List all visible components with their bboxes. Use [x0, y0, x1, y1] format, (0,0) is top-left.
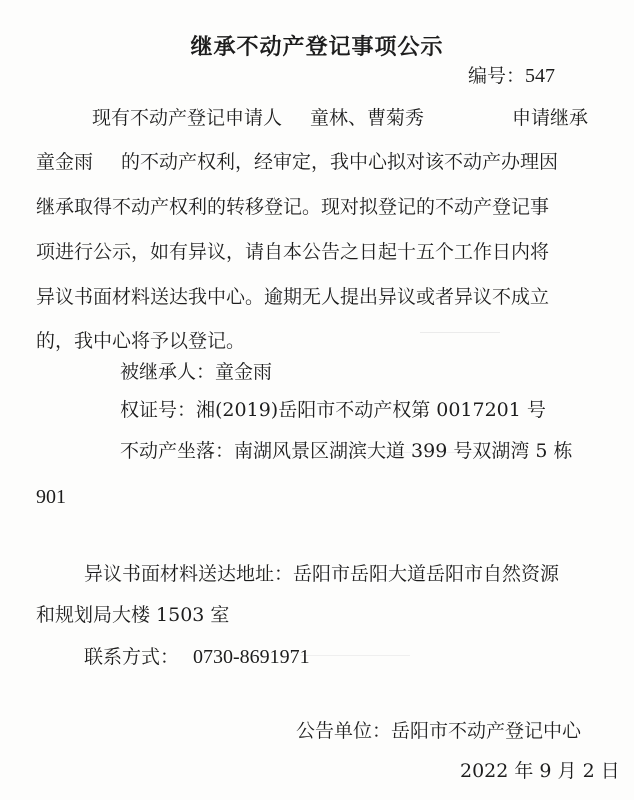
objection-address-line-1: 岳阳市岳阳大道岳阳市自然资源 — [293, 563, 560, 585]
issue-date: 2022 年 9 月 2 日 — [460, 760, 620, 782]
contact-row — [84, 645, 310, 669]
body-line-1-prefix: 现有不动产登记申请人 — [92, 107, 283, 129]
location-row — [120, 439, 573, 463]
applicants-name: 童林、曹菊秀 — [310, 107, 425, 129]
objection-address-line-2: 和规划局大楼 1503 室 — [36, 604, 230, 626]
document-number-label: 编号： — [468, 65, 526, 87]
body-line-1 — [92, 106, 424, 130]
decedent-label: 被继承人： — [120, 361, 216, 383]
contact-value: 0730-8691971 — [193, 646, 310, 668]
certificate-row — [120, 398, 546, 422]
body-line-2-text: 的不动产权利，经审定，我中心拟对该不动产办理因 — [121, 151, 559, 173]
certificate-value: 湘(2019)岳阳市不动产权第 0017201 号 — [196, 399, 546, 421]
body-line-4: 项进行公示，如有异议，请自本公告之日起十五个工作日内将 — [36, 241, 550, 263]
objection-address-row — [84, 562, 559, 586]
certificate-label: 权证号： — [120, 399, 197, 421]
document-number-value: 547 — [525, 65, 556, 87]
body-line-2 — [36, 150, 558, 174]
bleed-through-mark — [420, 332, 500, 343]
page-title: 继承不动产登记事项公示 — [190, 35, 444, 60]
issuer-label: 公告单位： — [296, 720, 392, 742]
contact-label: 联系方式： — [84, 646, 180, 668]
location-value-line-1: 南湖风景区湖滨大道 399 号双湖湾 5 栋 — [234, 440, 573, 462]
location-value-line-2: 901 — [36, 486, 66, 508]
body-line-1-suffix: 申请继承 — [512, 107, 589, 129]
decedent-value: 童金雨 — [215, 361, 273, 383]
decedent-row — [120, 360, 272, 384]
location-label: 不动产坐落： — [120, 440, 235, 462]
objection-address-label: 异议书面材料送达地址： — [84, 563, 294, 585]
issuer-value: 岳阳市不动产登记中心 — [391, 720, 582, 742]
bleed-through-mark — [300, 655, 410, 666]
body-line-3: 继承取得不动产权利的转移登记。现对拟登记的不动产登记事 — [36, 196, 550, 218]
body-line-5: 异议书面材料送达我中心。逾期无人提出异议或者异议不成立 — [36, 286, 550, 308]
issuer-row — [296, 719, 581, 743]
decedent-inline: 童金雨 — [36, 151, 94, 173]
body-line-6: 的，我中心将予以登记。 — [36, 330, 246, 352]
document-number — [468, 64, 555, 88]
